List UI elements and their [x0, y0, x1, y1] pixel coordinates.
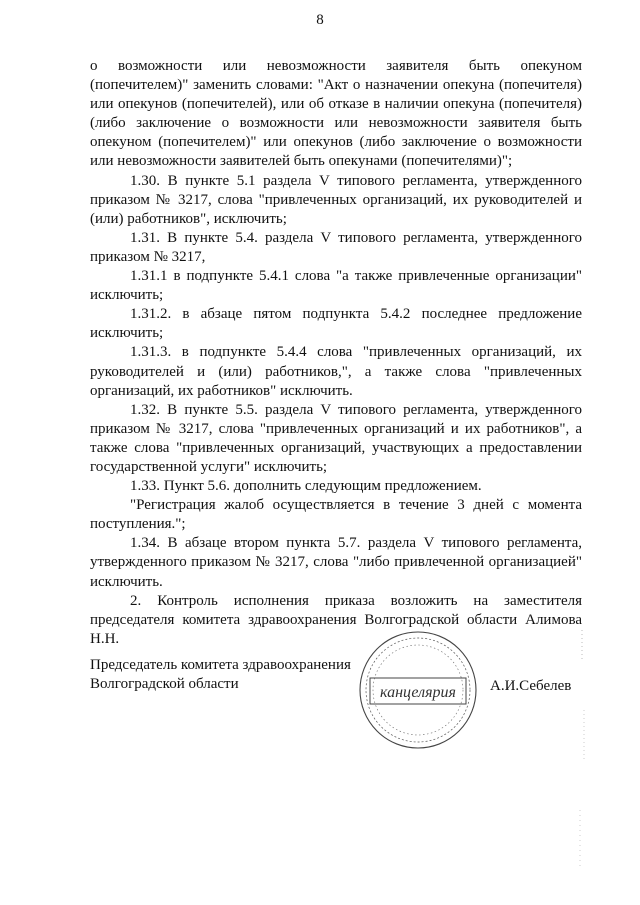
paragraph-2: 2. Контроль исполнения приказа возложить на заместителя председателя комитета здравоохранения Волгоградской области Алимова Н.Н.	[90, 592, 582, 647]
signer-name: А.И.Себелев	[490, 678, 572, 694]
paragraph-quote: "Регистрация жалоб осуществляется в течение 3 дней с момента поступления.";	[90, 497, 582, 533]
paragraph-1-34: 1.34. В абзаце втором пункта 5.7. раздела V типового регламента, утвержденного приказом № 3217, слова "либо привлеченной организацией" исключить.	[90, 535, 582, 590]
signer-position-line2: Волгоградской области	[90, 676, 239, 692]
document-body	[90, 57, 582, 649]
margin-marks	[574, 620, 594, 880]
paragraph-continuation: о возможности или невозможности заявителя быть опекуном (попечителем)" заменить словами: "Акт о назначении опекуна (попечителя) или опекунов (попечителей), или об отказе в наличии опекуна (попечителя) (либо заключение о возможности или невозможности заявителя быть опекуном (попечителем)" или опекунов (либо заключение о возможности или невозможности заявителей быть опекунами (попечителями)";	[90, 58, 582, 170]
paragraph-1-30: 1.30. В пункте 5.1 раздела V типового регламента, утвержденного приказом № 3217, слова "привлеченных организаций, их руководителей и (или) работников", исключить;	[90, 172, 582, 227]
paragraph-1-31-1: 1.31.1 в подпункте 5.4.1 слова "а также привлеченные организации" исключить;	[90, 268, 582, 304]
paragraph-1-31: 1.31. В пункте 5.4. раздела V типового регламента, утвержденного приказом № 3217,	[90, 229, 582, 265]
paragraph-1-33: 1.33. Пункт 5.6. дополнить следующим предложением.	[130, 478, 482, 495]
signer-position-line1: Председатель комитета здравоохранения	[90, 657, 351, 673]
stamp-seal	[356, 628, 480, 752]
page-number: 8	[316, 12, 324, 28]
paragraph-1-31-2: 1.31.2. в абзаце пятом подпункта 5.4.2 последнее предложение исключить;	[90, 306, 582, 342]
paragraph-1-32: 1.32. В пункте 5.5. раздела V типового регламента, утвержденного приказом № 3217, слова "привлеченных организаций и их работников", а также слова "привлеченных организаций, участвующих а предоставлении государственной услуги" исключить;	[90, 401, 582, 475]
paragraph-1-31-3: 1.31.3. в подпункте 5.4.4 слова "привлеченных организаций, их руководителей и (или) работников,", а также слова "привлеченных организаций, их работников" исключить.	[90, 344, 582, 399]
stamp-text: канцелярия	[380, 684, 456, 701]
